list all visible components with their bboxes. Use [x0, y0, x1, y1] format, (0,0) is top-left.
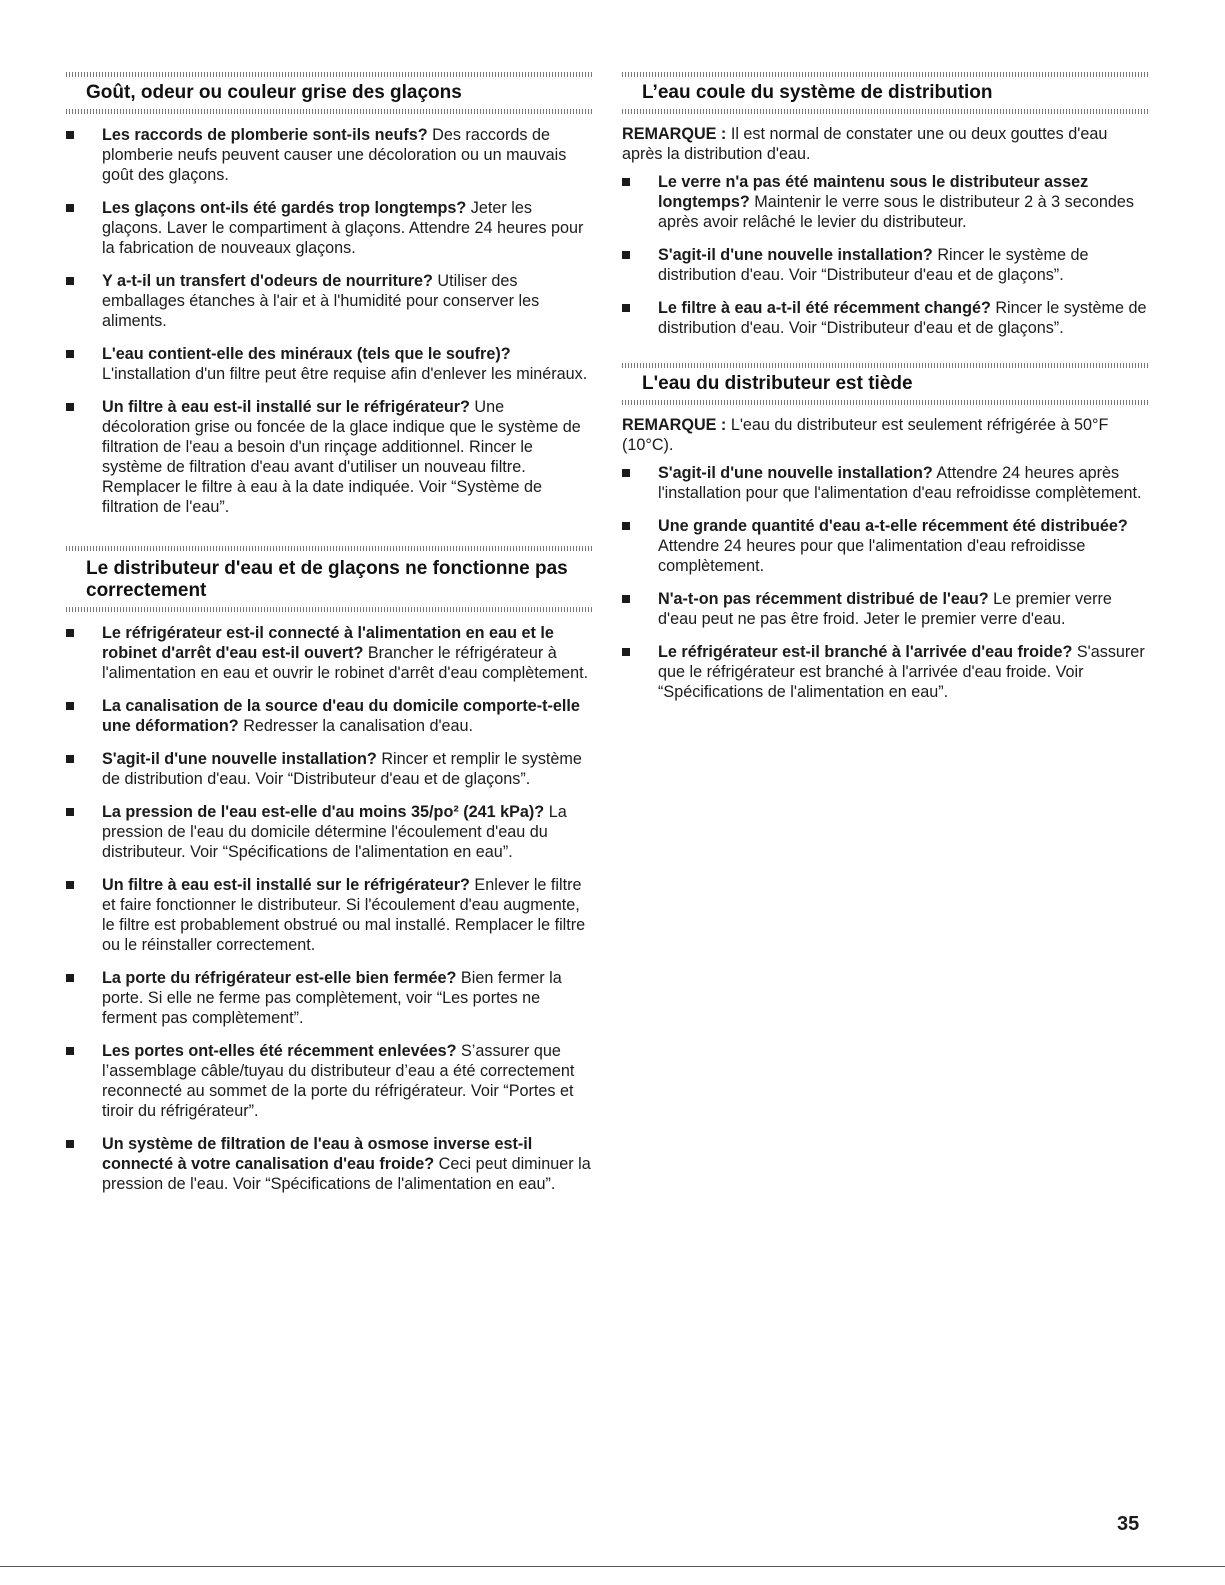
answer-text: S’assurer que l’assemblage câble/tuyau du distributeur d’eau a été correctement reconnecté au sommet de la porte du réfrigérateur. Voir “Portes et tiroir du réfrigérateur”. [102, 1042, 575, 1120]
question-text: Une grande quantité d'eau a-t-elle récemment été distribuée? [658, 517, 1128, 535]
list-item [66, 749, 593, 789]
answer-text: Rincer le système de distribution d'eau. Voir “Distributeur d'eau et de glaçons”. [658, 246, 1089, 284]
section-heading-gout-odeur [66, 72, 593, 109]
answer-text: Le premier verre d'eau peut ne pas être froid. Jeter le premier verre d'eau. [658, 590, 1112, 628]
list-item [622, 516, 1150, 576]
section-title: L'eau du distributeur est tiède [642, 373, 913, 394]
list-item [66, 198, 593, 258]
list-item [622, 245, 1150, 285]
answer-text: Une décoloration grise ou foncée de la glace indique que le système de filtration de l'eau a besoin d'un rinçage additionnel. Rincer le système de filtration d'eau avant d'utiliser un nouveau filtre. Remplacer le filtre à eau à la date indiquée. Voir “Système de filtration de l'eau”. [102, 398, 581, 516]
question-text: L'eau contient-elle des minéraux (tels que le soufre)? [102, 345, 511, 363]
note-label: REMARQUE : [622, 416, 727, 434]
page-number: 35 [1117, 1513, 1140, 1535]
question-text: N'a-t-on pas récemment distribué de l'eau? [658, 590, 989, 608]
answer-text: Utiliser des emballages étanches à l'air et à l'humidité pour conserver les aliments. [102, 272, 540, 330]
answer-text: Rincer et remplir le système de distribution d'eau. Voir “Distributeur d'eau et de glaçons”. [102, 750, 582, 788]
section-spacer [622, 351, 1150, 363]
note-paragraph [622, 415, 1150, 455]
question-text: Un système de filtration de l'eau à osmose inverse est-il connecté à votre canalisation d'eau froide? [102, 1135, 533, 1173]
section-heading-distributeur [66, 546, 593, 607]
list-item [622, 298, 1150, 338]
list-item [66, 1041, 593, 1121]
question-text: Le verre n'a pas été maintenu sous le distributeur assez longtemps? [658, 173, 1089, 211]
list-item [66, 696, 593, 736]
list-item [622, 172, 1150, 232]
answer-text: Redresser la canalisation d'eau. [238, 717, 474, 735]
question-text: La pression de l'eau est-elle d'au moins 35/po² (241 kPa)? [102, 803, 545, 821]
list-item [66, 1134, 593, 1194]
question-text: Le réfrigérateur est-il connecté à l'alimentation en eau et le robinet d'arrêt d'eau est-il ouvert? [102, 624, 554, 662]
list-item [66, 802, 593, 862]
question-text: La porte du réfrigérateur est-elle bien fermée? [102, 969, 457, 987]
section-title: Goût, odeur ou couleur grise des glaçons [86, 82, 462, 103]
question-text: S'agit-il d'une nouvelle installation? [658, 464, 933, 482]
answer-text: Brancher le réfrigérateur à l'alimentation en eau et ouvrir le robinet d'arrêt d'eau complètement. [102, 644, 589, 682]
troubleshooting-list [622, 463, 1150, 702]
list-item [66, 344, 593, 384]
list-item [66, 271, 593, 331]
section-spacer [66, 530, 593, 546]
question-text: Les glaçons ont-ils été gardés trop longtemps? [102, 199, 467, 217]
question-text: Un filtre à eau est-il installé sur le réfrigérateur? [102, 398, 470, 416]
question-text: Le réfrigérateur est-il branché à l'arrivée d'eau froide? [658, 643, 1073, 661]
list-item [66, 397, 593, 517]
note-text: L'eau du distributeur est seulement réfrigérée à 50°F (10°C). [622, 416, 1109, 454]
troubleshooting-list [66, 623, 593, 1194]
right-column [622, 72, 1150, 715]
question-text: Y a-t-il un transfert d'odeurs de nourriture? [102, 272, 433, 290]
list-item [622, 589, 1150, 629]
question-text: La canalisation de la source d'eau du domicile comporte-t-elle une déformation? [102, 697, 580, 735]
answer-text: Maintenir le verre sous le distributeur 2 à 3 secondes après avoir relâché le levier du distributeur. [658, 193, 1134, 231]
section-title: L’eau coule du système de distribution [642, 82, 993, 103]
answer-text: Ceci peut diminuer la pression de l'eau. Voir “Spécifications de l'alimentation en eau”. [102, 1155, 591, 1193]
question-text: S'agit-il d'une nouvelle installation? [658, 246, 933, 264]
answer-text: Des raccords de plomberie neufs peuvent causer une décoloration ou un mauvais goût des glaçons. [102, 126, 567, 184]
answer-text: Jeter les glaçons. Laver le compartiment à glaçons. Attendre 24 heures pour la fabrication de nouveaux glaçons. [102, 199, 584, 257]
question-text: Les raccords de plomberie sont-ils neufs? [102, 126, 428, 144]
question-text: Le filtre à eau a-t-il été récemment changé? [658, 299, 991, 317]
left-column [66, 72, 593, 1207]
list-item [66, 623, 593, 683]
bottom-rule [0, 1566, 1225, 1567]
troubleshooting-list [622, 172, 1150, 338]
section-title-line-2: correctement [86, 580, 207, 601]
list-item [66, 968, 593, 1028]
list-item [622, 642, 1150, 702]
answer-text: S'assurer que le réfrigérateur est branché à l'arrivée d'eau froide. Voir “Spécifications de l'alimentation en eau”. [658, 643, 1145, 701]
section-heading-eau-tiede [622, 363, 1150, 400]
list-item [622, 463, 1150, 503]
list-item [66, 875, 593, 955]
section-title-line-1: Le distributeur d'eau et de glaçons ne fonctionne pas [86, 558, 568, 579]
note-text: Il est normal de constater une ou deux gouttes d'eau après la distribution d'eau. [622, 125, 1108, 163]
question-text: S'agit-il d'une nouvelle installation? [102, 750, 377, 768]
note-paragraph [622, 124, 1150, 164]
answer-text: Enlever le filtre et faire fonctionner le distributeur. Si l'écoulement d'eau augmente, le filtre est probablement obstrué ou mal installé. Remplacer le filtre ou le réinstaller correctement. [102, 876, 586, 954]
troubleshooting-list [66, 125, 593, 517]
answer-text: Attendre 24 heures pour que l'alimentation d'eau refroidisse complètement. [658, 537, 1086, 575]
note-label: REMARQUE : [622, 125, 727, 143]
question-text: Un filtre à eau est-il installé sur le réfrigérateur? [102, 876, 470, 894]
list-item [66, 125, 593, 185]
answer-text: L'installation d'un filtre peut être requise afin d'enlever les minéraux. [102, 365, 588, 383]
answer-text: La pression de l'eau du domicile détermine l'écoulement d'eau du distributeur. Voir “Spécifications de l'alimentation en eau”. [102, 803, 567, 861]
answer-text: Attendre 24 heures après l'installation pour que l'alimentation d'eau refroidisse complètement. [658, 464, 1142, 502]
section-heading-eau-coule [622, 72, 1150, 109]
question-text: Les portes ont-elles été récemment enlevées? [102, 1042, 457, 1060]
answer-text: Bien fermer la porte. Si elle ne ferme pas complètement, voir “Les portes ne ferment pas complètement”. [102, 969, 562, 1027]
answer-text: Rincer le système de distribution d'eau. Voir “Distributeur d'eau et de glaçons”. [658, 299, 1147, 337]
